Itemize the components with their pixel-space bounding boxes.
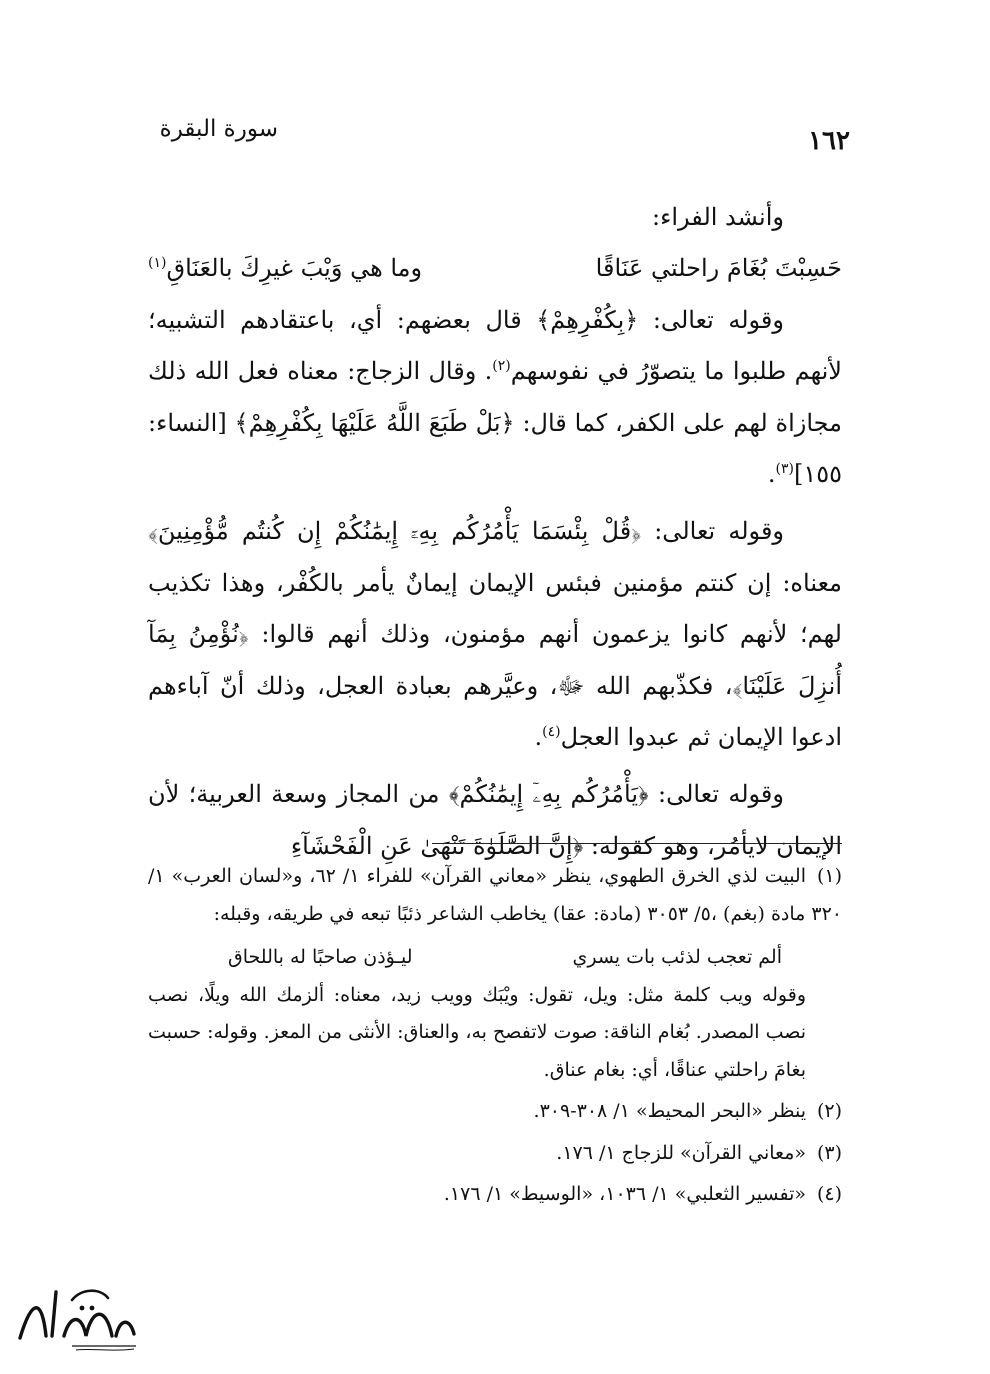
quran-quote: ﴿قُلْ بِئْسَمَا يَأْمُرُكُم بِهِۦٓ إِيمَٰنُكُمْ إِن كُنتُم مُّؤْمِنِينَ﴾ — [148, 517, 642, 546]
intro-line: وأنشد الفراء: — [652, 203, 784, 231]
paragraph-majaz: وقوله تعالى: ﴿يَأْمُرُكُم بِهِۦٓ إِيمَٰنُكُمْ﴾ من المجاز وسعة العربية؛ لأن الإيمان لايأمُر، وهو كقوله: ﴿إِنَّ الصَّلَوٰةَ تَنْهَىٰ عَنِ الْفَحْشَآءِ — [148, 780, 842, 860]
footnote-verse-second: ليـؤذن صاحبًا له باللحاق — [228, 946, 413, 968]
footnote-3: (٣)«معاني القرآن» للزجاج ١/ ١٧٦. — [148, 1135, 842, 1173]
footnote-verse — [148, 933, 842, 977]
publisher-logo-icon — [12, 1278, 142, 1354]
quran-quote: ﴿بِكُفْرِهِمْ﴾ — [536, 305, 639, 334]
surah-title: سورة البقرة — [159, 116, 278, 142]
footnote-1: (١)البيت لذي الخرق الطهوي، ينظر «معاني القرآن» للفراء ١/ ٦٢، و«لسان العرب» ١/ ٣٢٠ مادة (بغم) ،٥/ ٣٠٥٣ (مادة: عقا) يخاطب الشاعر ذئبًا تبعه في طريقه، وقبله: — [148, 858, 842, 933]
footnote-ref-2[interactable]: (٢) — [492, 358, 511, 375]
verse-second-hemistich: وما هي وَيْبَ غيرِكَ بالعَنَاقِ$^{(١)}$ — [148, 254, 423, 283]
footnotes — [148, 858, 842, 1214]
footnote-number: (١) — [816, 865, 842, 887]
footnote-ref-4[interactable]: (٤) — [542, 724, 561, 741]
footnote-ref-1[interactable]: (١) — [148, 255, 167, 272]
paragraph-kufrihim: وقوله تعالى: ﴿بِكُفْرِهِمْ﴾ قال بعضهم: أي، باعتقادهم التشبيه؛ لأنهم طلبوا ما يتصوّرُ في نفوسهم$^{(٢)}$. وقال الزجاج: معناه فعل الله ذلك مجازاة لهم على الكفر، كما قال: ﴿بَلْ طَبَعَ اللَّهُ عَلَيْهَا بِكُفْرِهِمْ﴾ [النساء: ١٥٥]$^{(٣)}$. — [148, 305, 843, 489]
quran-quote: ﴿بَلْ طَبَعَ اللَّهُ عَلَيْهَا بِكُفْرِهِمْ﴾ — [234, 408, 515, 437]
quran-quote: ﴿نُؤْمِنُ بِمَآ أُنزِلَ عَلَيْنَا﴾ — [148, 620, 842, 700]
poetry-verse — [148, 243, 842, 294]
footnote-1-continued: وقوله ويب كلمة مثل: ويل، تقول: ويْبَك وويب زيد، معناه: ألزمك الله ويلًا، نصب نصب المصدر. بُغام الناقة: صوت لاتفصح به، والعناق: الأنثى من المعز. وقوله: حسبت بغامَ راحلتي عناقًا، أي: بغام عناق. — [148, 983, 806, 1081]
footnote-ref-3[interactable]: (٣) — [775, 461, 794, 478]
footnote-4: (٤)«تفسير الثعلبي» ١/ ١٠٣٦، «الوسيط» ١/ ١٧٦. — [148, 1176, 842, 1214]
page-number: ١٦٢ — [808, 126, 850, 156]
footnote-number: (٢) — [816, 1100, 842, 1122]
quran-quote: ﴿يَأْمُرُكُم بِهِۦٓ إِيمَٰنُكُمْ﴾ — [448, 780, 649, 809]
footnote-number: (٤) — [816, 1183, 842, 1205]
main-text — [148, 192, 842, 872]
footnote-verse-first: ألم تعجب لذئب بات يسري — [572, 946, 782, 968]
footnote-2: (٢)ينظر «البحر المحيط» ١/ ٣٠٨-٣٠٩. — [148, 1093, 842, 1131]
footnote-number: (٣) — [816, 1141, 842, 1164]
paragraph-bi-sama: وقوله تعالى: ﴿قُلْ بِئْسَمَا يَأْمُرُكُم بِهِۦٓ إِيمَٰنُكُمْ إِن كُنتُم مُّؤْمِنِينَ﴾ معناه: إن كنتم مؤمنين فبئس الإيمان إيمانٌ يأمر بالكُفْر، وهذا تكذيب لهم؛ لأنهم كانوا يزعمون أنهم مؤمنون، وذلك أنهم قالوا: ﴿نُؤْمِنُ بِمَآ أُنزِلَ عَلَيْنَا﴾، فكذّبهم الله ﷻ، وعيَّرهم بعبادة العجل، وذلك أنّ آباءهم ادعوا الإيمان ثم عبدوا العجل$^{(٤)}$. — [148, 517, 842, 752]
footnote-divider — [432, 843, 842, 844]
quran-quote: ﴿إِنَّ الصَّلَوٰةَ تَنْهَىٰ عَنِ الْفَحْشَآءِ — [290, 831, 584, 860]
verse-first-hemistich: حَسِبْتَ بُغَامَ راحلتي عَنَاقًا — [595, 254, 842, 283]
